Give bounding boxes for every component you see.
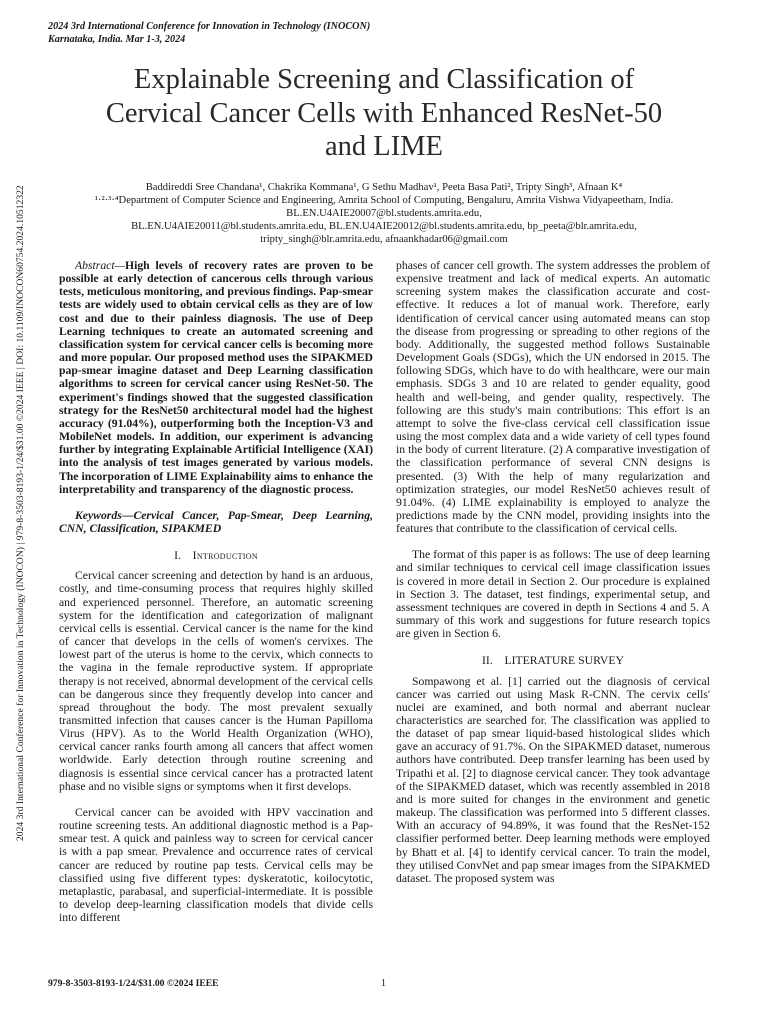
footer-isbn: 979-8-3503-8193-1/24/$31.00 ©2024 IEEE xyxy=(48,978,219,989)
literature-paragraph-1: Sompawong et al. [1] carried out the diagnosis of cervical cancer was carried out using Mask R-CNN. The cervix cells' nuclei are examined, and both normal and aberrant nuclear characteristics are searched for. The classification was applied to the dataset of pap smear liquid-based histological slides which gave an accuracy of 91.7%. On the SIPAKMED dataset, numerous authors have contributed. Deep transfer learning has been used by Tripathi et al. [2] to diagnose cervical cancer. They took advantage of the SIPAKMED dataset, which was recently assembled in 2018 and is more suited for changes in the environment and genetic makeup. The classification was performed into 5 different classes. With an accuracy of 94.89%, it was found that the ResNet-152 classifier performed better. Deep learning methods were employed by Bhatt et al. [4] to identify cervical cancer. To train the model, they utilised ConvNet and pap smear images from the SIPAKMED dataset. The proposed system was xyxy=(396,674,710,885)
title-line-2: Cervical Cancer Cells with Enhanced ResNet-50 xyxy=(105,97,663,129)
title-line-3: and LIME xyxy=(325,131,443,162)
abstract-lead: Abstract— xyxy=(75,259,125,272)
author-emails-1: BL.EN.U4AIE20007@bl.students.amrita.edu, xyxy=(286,208,482,220)
keywords-text: Cervical Cancer, Pap-Smear, Deep Learning, CNN, Classification, SIPAKMED xyxy=(59,508,373,535)
conference-location: Karnataka, India. Mar 1-3, 2024 xyxy=(48,33,186,45)
paper-title xyxy=(40,63,728,164)
author-emails-2: BL.EN.U4AIE20011@bl.students.amrita.edu, BL.EN.U4AIE20012@bl.students.amrita.edu, bp_peeta@blr.amrita.edu, xyxy=(131,221,637,233)
section-number: I. xyxy=(174,549,181,563)
abstract-text: High levels of recovery rates are proven to be possible at early detection of cancerous cells through various tests, meticulous monitoring, and previous findings. Pap-smear tests are widely used to obtain cervical cells as they are of low cost and due to their painless diagnosis. The use of Deep Learning techniques to create an automated screening and classification system for cervical cancer cells is becoming more and more popular. Our proposed method uses the SIPAKMED pap-smear imagine dataset and Deep Learning classification algorithms to screen for cervical cancer using ResNet-50. The experiment's findings showed that the suggested classification strategy for the ResNet50 architectural model had the highest accuracy (91.04%), outperforming both the Inception-V3 and MobileNet models. In addition, our experiment is advancing further by integrating Explainable Artificial Intelligence (XAI) into the analysis of test images generated by various models. The incorporation of LIME Explainability aims to enhance the interpretability and transparency of the diagnostic process. xyxy=(59,259,373,496)
author-emails-3: tripty_singh@blr.amrita.edu, afnaankhadar06@gmail.com xyxy=(260,234,508,246)
author-block xyxy=(40,181,728,246)
intro-paragraph-4: The format of this paper is as follows: The use of deep learning and similar techniques to cervical cell image classification issues is covered in more detail in Section 2. Our procedure is explained in Section 3. The dataset, test findings, experimental setup, and assessment techniques are covered in depth in Sections 4 and 5. A summary of this work and suggestions for future research topics are given in Section 6. xyxy=(396,548,710,641)
left-column xyxy=(59,259,373,924)
section-title: Introduction xyxy=(192,549,258,563)
title-line-1: Explainable Screening and Classification of xyxy=(133,64,635,95)
conference-header xyxy=(48,21,370,46)
keywords-lead: Keywords— xyxy=(75,508,134,522)
abstract xyxy=(59,259,373,496)
right-column xyxy=(396,259,710,885)
author-affiliation: ¹·²·³·⁴Department of Computer Science and Engineering, Amrita School of Computing, Bengaluru, Amrita Vishwa Vidyapeetham, India. xyxy=(94,195,674,207)
author-names: Baddireddi Sree Chandana¹, Chakrika Kommana¹, G Sethu Madhav¹, Peeta Basa Pati², Tripty Singh³, Afnaan K⁴ xyxy=(145,182,623,193)
section-heading-literature-survey xyxy=(396,654,710,667)
intro-paragraph-3: phases of cancer cell growth. The system addresses the problem of expensive treatment and lack of medical experts. An automatic screening system makes the classification accurate and cost-effective. It reduces a lot of manual work. Therefore, early identification of cervical cancer using automated means can stop the disease from progressing or spreading to other regions of the body. Additionally, the suggested method follows Sustainable Development Goals (SDGs), which the UN endorsed in 2015. The following SDGs, which have to do with healthcare, were our main emphasis. SDGs 3 and 10 are related to gender equality, good health and well-being, and gender quality, respectively. The following are this study's main contributions: This effort is an attempt to solve the five-class cervical cell classification issue using the most complex data and a wide variety of cell types found in the body of current literature. (2) A comparative investigation of the classification performance of several CNN designs is presented. (3) With the help of many regularization and optimization strategies, our model ResNet50 achieves result of 91.04%. (4) LIME explainability is employed to analyze the predictions made by the CNN model, providing insights into the features that contribute to the classification of cervical cells. xyxy=(396,259,710,536)
sidebar-doi-text: 2024 3rd International Conference for Innovation in Technology (INOCON) | 979-8-3503-8193-1/24/$31.00 ©2024 IEEE | DOI: 10.1109/INOCON60754.2024.10512322 xyxy=(16,185,26,841)
section-title: LITERATURE SURVEY xyxy=(504,654,624,668)
section-heading-introduction xyxy=(59,549,373,562)
conference-name: 2024 3rd International Conference for Innovation in Technology (INOCON) xyxy=(48,21,371,32)
intro-paragraph-2: Cervical cancer can be avoided with HPV vaccination and routine screening tests. An additional diagnostic method is a Pap-smear test. A quick and painless way to screen for cervical cancer is with a pap smear. Prevalence and occurrence rates of cervical cancer are reduced by routine pap tests. Cervical cells may be classified using five different types: dyskeratotic, koilocytotic, metaplastic, parabasal, and superficial-intermediate. It is possible to develop deep-learning classification models that divide cells into different xyxy=(59,805,373,925)
section-number: II. xyxy=(482,654,493,668)
page-number: 1 xyxy=(381,978,386,989)
intro-paragraph-1: Cervical cancer screening and detection by hand is an arduous, costly, and time-consuming process that requires highly skilled and experienced personnel. Therefore, an automatic screening system for the identification and categorization of malignant cervical cells is essential. Cervical cancer is the name for the kind of cancer that develops in the cells of women's cervixes. The lowest part of the uterus is home to the cervix, which connects to the vagina in the female reproductive system. If appropriate therapy is not received, abnormal development of the cervical cells can be dangerous since they frequently develop into cancer and spread throughout the body. The most prevalent sexually transmitted infection that causes cancer is the Human Papilloma Virus (HPV). As to the World Health Organization (WHO), cervical cancer ranks fourth among all cancers that affect women worldwide. Early detection through routine screening and diagnosis is essential since cervical cancer has a protracted latent phase and no visible signs or symptoms when it first develops. xyxy=(59,569,373,793)
keywords xyxy=(59,509,373,535)
